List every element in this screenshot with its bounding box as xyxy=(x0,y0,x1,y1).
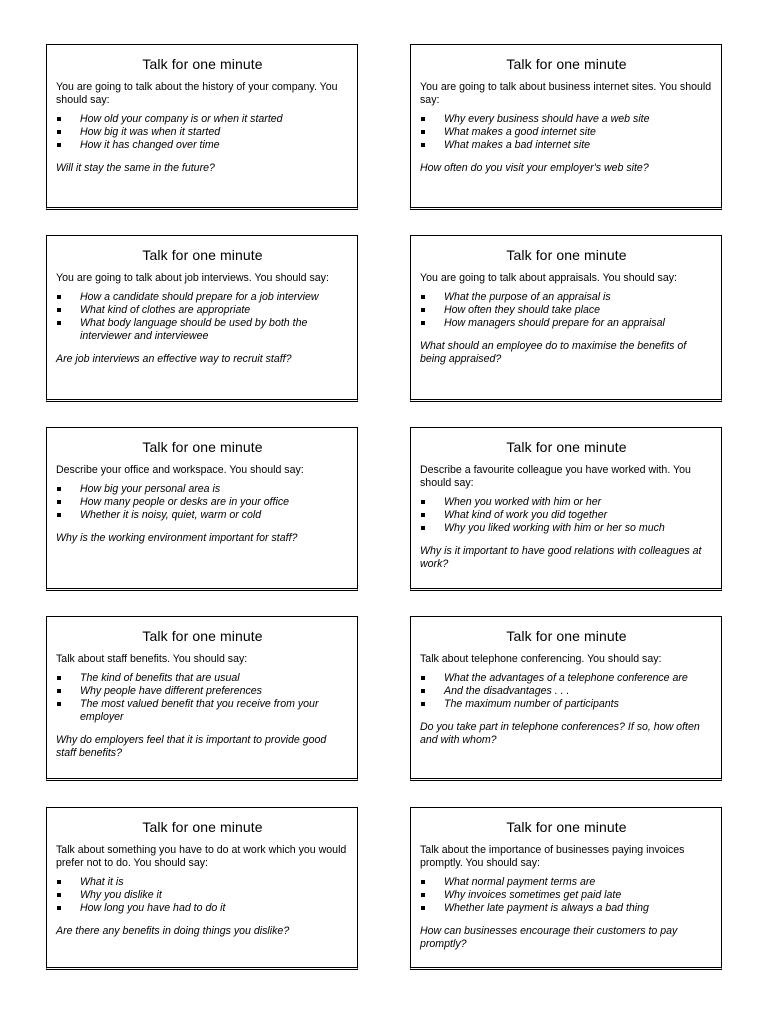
card-intro: Describe a favourite colleague you have worked with. You should say: xyxy=(420,464,691,489)
square-bullet-icon xyxy=(421,676,425,680)
square-bullet-icon xyxy=(421,295,425,299)
list-item-text: The kind of benefits that are usual xyxy=(80,672,240,684)
topic-card xyxy=(46,44,358,210)
list-item-text: What kind of clothes are appropriate xyxy=(80,304,251,316)
card-title: Talk for one minute xyxy=(142,819,263,835)
list-item-text: How it has changed over time xyxy=(80,139,220,151)
square-bullet-icon xyxy=(57,676,61,680)
topic-card xyxy=(46,616,358,781)
card-points-list xyxy=(420,672,713,711)
card-question: Do you take part in telephone conferences? If so, how often and with whom? xyxy=(420,721,700,746)
list-item-text: And the disadvantages . . . xyxy=(444,685,570,697)
square-bullet-icon xyxy=(421,513,425,517)
list-item-text: What the purpose of an appraisal is xyxy=(444,291,611,303)
list-item xyxy=(56,685,349,698)
topic-card xyxy=(46,235,358,402)
list-item xyxy=(56,126,349,139)
list-item xyxy=(56,113,349,126)
list-item xyxy=(420,889,713,902)
list-item-text: Why invoices sometimes get paid late xyxy=(444,889,622,901)
square-bullet-icon xyxy=(57,500,61,504)
topic-card xyxy=(410,44,722,210)
card-points-list xyxy=(56,672,349,724)
card-title: Talk for one minute xyxy=(506,56,627,72)
card-title: Talk for one minute xyxy=(506,247,627,263)
card-intro: Talk about something you have to do at work which you would prefer not to do. You should say: xyxy=(56,844,347,869)
card-question: Why is it important to have good relations with colleagues at work? xyxy=(420,545,702,570)
list-item-text: Whether late payment is always a bad thing xyxy=(444,902,649,914)
card-intro: Talk about staff benefits. You should say: xyxy=(56,653,248,665)
list-item-text: What normal payment terms are xyxy=(444,876,596,888)
square-bullet-icon xyxy=(421,308,425,312)
list-item-text: Why you dislike it xyxy=(80,889,162,901)
list-item-text: How managers should prepare for an appraisal xyxy=(444,317,665,329)
topic-card xyxy=(410,616,722,781)
list-item xyxy=(420,139,713,152)
card-title: Talk for one minute xyxy=(142,628,263,644)
card-intro: Talk about the importance of businesses paying invoices promptly. You should say: xyxy=(420,844,685,869)
list-item xyxy=(420,685,713,698)
square-bullet-icon xyxy=(57,295,61,299)
list-item-text: What the advantages of a telephone conference are xyxy=(444,672,688,684)
square-bullet-icon xyxy=(421,143,425,147)
square-bullet-icon xyxy=(57,130,61,134)
list-item xyxy=(56,698,349,724)
card-title: Talk for one minute xyxy=(506,819,627,835)
card-title: Talk for one minute xyxy=(142,56,263,72)
card-points-list xyxy=(56,291,349,343)
square-bullet-icon xyxy=(57,689,61,693)
list-item xyxy=(56,291,349,304)
card-points-list xyxy=(56,483,349,522)
card-points-list xyxy=(56,876,349,915)
square-bullet-icon xyxy=(421,130,425,134)
square-bullet-icon xyxy=(421,906,425,910)
topic-card xyxy=(410,427,722,591)
list-item-text: When you worked with him or her xyxy=(444,496,602,508)
card-question: Why is the working environment important for staff? xyxy=(56,532,298,544)
list-item-text: How long you have had to do it xyxy=(80,902,226,914)
card-question: Will it stay the same in the future? xyxy=(56,162,215,174)
list-item xyxy=(420,304,713,317)
list-item xyxy=(56,876,349,889)
card-points-list xyxy=(420,291,713,330)
square-bullet-icon xyxy=(57,893,61,897)
card-question: How can businesses encourage their customers to pay promptly? xyxy=(420,925,678,950)
topic-card xyxy=(46,427,358,591)
list-item xyxy=(56,509,349,522)
card-intro: You are going to talk about job interviews. You should say: xyxy=(56,272,329,284)
list-item xyxy=(56,483,349,496)
card-question: How often do you visit your employer's web site? xyxy=(420,162,649,174)
list-item xyxy=(420,509,713,522)
square-bullet-icon xyxy=(421,117,425,121)
list-item-text: Why you liked working with him or her so much xyxy=(444,522,665,534)
list-item-text: What makes a good internet site xyxy=(444,126,596,138)
list-item xyxy=(56,672,349,685)
list-item-text: What it is xyxy=(80,876,124,888)
square-bullet-icon xyxy=(421,893,425,897)
topic-card xyxy=(46,807,358,970)
list-item-text: What makes a bad internet site xyxy=(444,139,591,151)
card-title: Talk for one minute xyxy=(142,247,263,263)
card-points-list xyxy=(420,876,713,915)
square-bullet-icon xyxy=(421,500,425,504)
list-item-text: The maximum number of participants xyxy=(444,698,619,710)
list-item xyxy=(420,291,713,304)
list-item xyxy=(420,522,713,535)
card-question: Are job interviews an effective way to recruit staff? xyxy=(56,353,292,365)
square-bullet-icon xyxy=(57,906,61,910)
square-bullet-icon xyxy=(57,143,61,147)
square-bullet-icon xyxy=(421,689,425,693)
square-bullet-icon xyxy=(57,880,61,884)
card-question: Why do employers feel that it is important to provide good staff benefits? xyxy=(56,734,327,759)
card-points-list xyxy=(420,496,713,535)
list-item-text: The most valued benefit that you receive from your employer xyxy=(80,698,319,723)
list-item xyxy=(420,496,713,509)
card-question: Are there any benefits in doing things you dislike? xyxy=(56,925,290,937)
card-title: Talk for one minute xyxy=(142,439,263,455)
list-item-text: What kind of work you did together xyxy=(444,509,608,521)
list-item-text: How often they should take place xyxy=(444,304,601,316)
card-title: Talk for one minute xyxy=(506,628,627,644)
list-item xyxy=(56,139,349,152)
square-bullet-icon xyxy=(421,526,425,530)
list-item-text: Why every business should have a web site xyxy=(444,113,650,125)
topic-card xyxy=(410,807,722,970)
list-item-text: How big it was when it started xyxy=(80,126,221,138)
square-bullet-icon xyxy=(421,880,425,884)
list-item xyxy=(420,672,713,685)
list-item xyxy=(420,113,713,126)
square-bullet-icon xyxy=(57,321,61,325)
list-item xyxy=(420,317,713,330)
list-item-text: Whether it is noisy, quiet, warm or cold xyxy=(80,509,262,521)
card-points-list xyxy=(56,113,349,152)
list-item-text: Why people have different preferences xyxy=(80,685,262,697)
square-bullet-icon xyxy=(421,702,425,706)
list-item-text: How many people or desks are in your office xyxy=(80,496,290,508)
square-bullet-icon xyxy=(57,308,61,312)
list-item-text: How big your personal area is xyxy=(80,483,221,495)
list-item xyxy=(420,698,713,711)
list-item xyxy=(420,876,713,889)
card-points-list xyxy=(420,113,713,152)
square-bullet-icon xyxy=(57,513,61,517)
topic-card xyxy=(410,235,722,402)
card-intro: You are going to talk about business internet sites. You should say: xyxy=(420,81,712,106)
list-item-text: How old your company is or when it started xyxy=(80,113,283,125)
card-title: Talk for one minute xyxy=(506,439,627,455)
card-intro: Talk about telephone conferencing. You should say: xyxy=(420,653,662,665)
card-intro: You are going to talk about the history of your company. You should say: xyxy=(56,81,338,106)
list-item xyxy=(56,317,349,343)
square-bullet-icon xyxy=(57,702,61,706)
square-bullet-icon xyxy=(421,321,425,325)
square-bullet-icon xyxy=(57,117,61,121)
card-question: What should an employee do to maximise the benefits of being appraised? xyxy=(420,340,687,365)
card-intro: Describe your office and workspace. You should say: xyxy=(56,464,304,476)
list-item xyxy=(420,126,713,139)
card-intro: You are going to talk about appraisals. You should say: xyxy=(420,272,677,284)
list-item xyxy=(56,496,349,509)
list-item xyxy=(56,902,349,915)
list-item xyxy=(420,902,713,915)
list-item xyxy=(56,889,349,902)
list-item xyxy=(56,304,349,317)
square-bullet-icon xyxy=(57,487,61,491)
list-item-text: How a candidate should prepare for a job interview xyxy=(80,291,319,303)
list-item-text: What body language should be used by both the interviewer and interviewee xyxy=(80,317,308,342)
